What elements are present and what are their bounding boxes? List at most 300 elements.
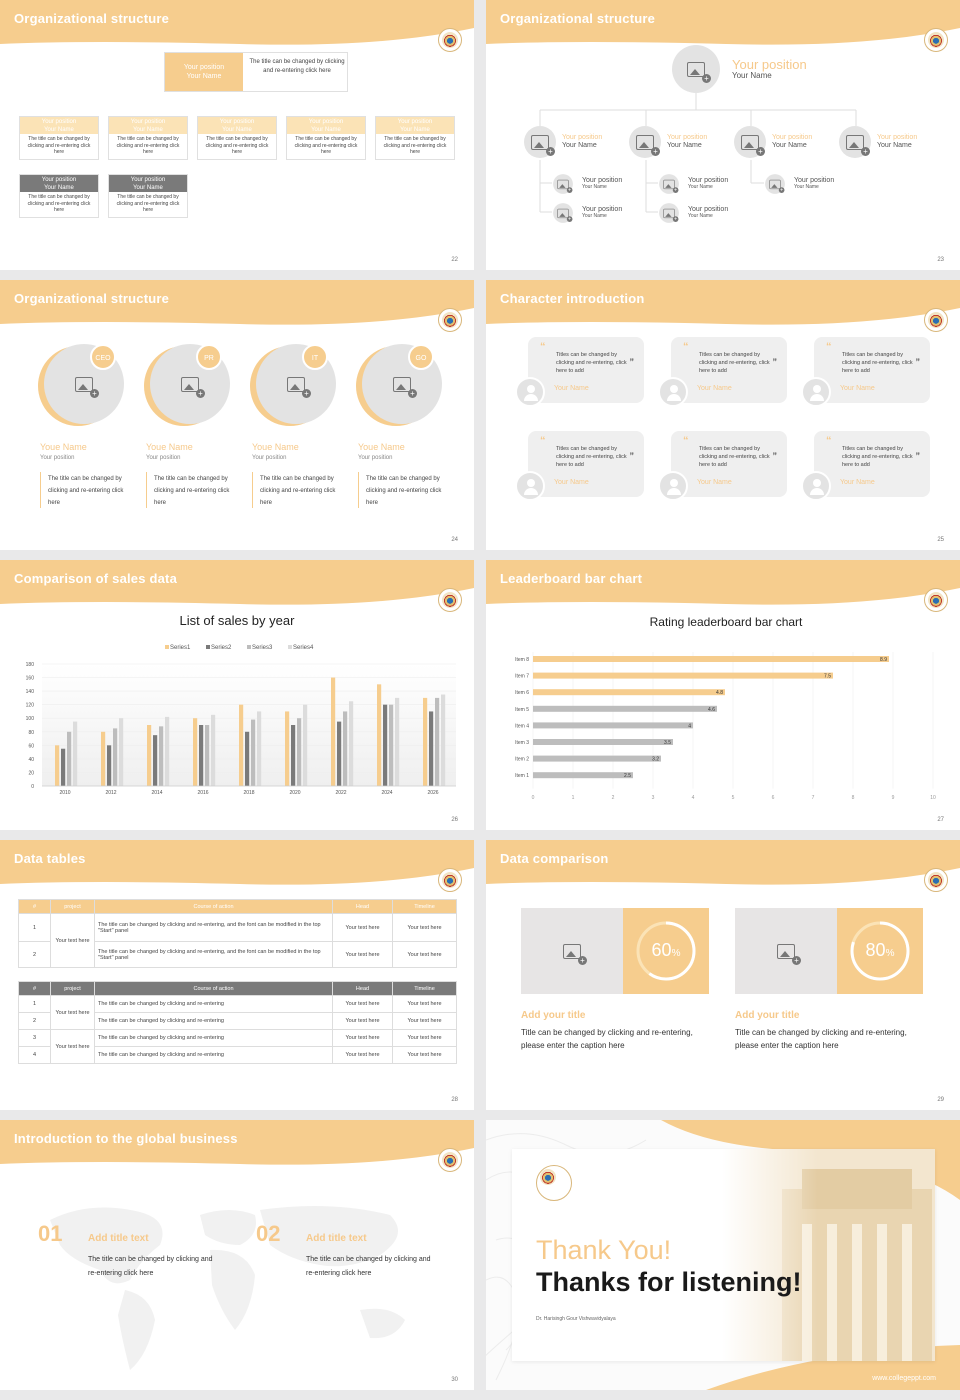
image-placeholder-icon xyxy=(687,62,705,77)
member-name: Your Name xyxy=(562,142,597,149)
slide-24[interactable] xyxy=(0,280,474,550)
bar xyxy=(159,726,163,786)
org-box-text: The title can be changed by clicking and re-entering click here xyxy=(116,194,180,213)
image-placeholder[interactable] xyxy=(521,908,623,994)
col-header: Head xyxy=(333,982,393,996)
slide-header xyxy=(486,840,960,900)
member-text xyxy=(688,206,728,220)
person-position: Your position xyxy=(146,455,181,461)
cell: Your text here xyxy=(51,914,95,968)
item-text: The title can be changed by clicking and re-entering click here xyxy=(306,1256,431,1277)
col-header: project xyxy=(51,900,95,914)
member-text xyxy=(772,134,812,150)
bar xyxy=(239,705,243,786)
org-box-name: Your Name xyxy=(311,127,341,133)
cell: Your text here xyxy=(393,1013,457,1030)
bar xyxy=(113,728,117,786)
y-tick-label: 160 xyxy=(25,675,34,682)
page-number: 29 xyxy=(937,1097,944,1103)
member-photo[interactable] xyxy=(765,174,785,194)
item-text: The title can be changed by clicking and re-entering click here xyxy=(88,1256,213,1277)
member-photo[interactable] xyxy=(553,203,573,223)
quote-card[interactable] xyxy=(814,337,930,403)
member-name: Your Name xyxy=(582,184,607,190)
close-quote-icon: ” xyxy=(772,357,777,367)
bar xyxy=(101,732,105,786)
page-number: 24 xyxy=(451,537,458,543)
data-label: 8.9 xyxy=(880,657,887,663)
org-box-position: Your position xyxy=(41,177,77,183)
site-url: www.collegeppt.com xyxy=(872,1375,936,1382)
table-header-row xyxy=(19,900,457,914)
close-quote-icon: ” xyxy=(629,357,634,367)
org-box-text: The title can be changed by clicking and re-entering click here xyxy=(205,136,269,155)
image-placeholder-icon xyxy=(531,135,549,150)
bar xyxy=(107,745,111,786)
col-header: # xyxy=(19,900,51,914)
legend-label: Series1 xyxy=(170,645,191,651)
quote-card[interactable] xyxy=(671,431,787,497)
x-tick-label: 2012 xyxy=(105,790,117,796)
divider xyxy=(252,472,253,508)
image-placeholder-icon xyxy=(663,208,674,217)
role-badge: PR xyxy=(196,344,222,370)
member-position: Your position xyxy=(667,134,708,141)
org-box-header xyxy=(109,175,187,192)
quote-author: Your Name xyxy=(697,385,732,392)
top-person-position: Your position xyxy=(732,57,807,72)
thanks-card xyxy=(512,1149,935,1361)
image-placeholder-icon xyxy=(393,377,411,392)
item-text: Title can be changed by clicking and re-entering, please enter the caption here xyxy=(735,1028,907,1050)
member-name: Your Name xyxy=(772,142,807,149)
slide-28[interactable] xyxy=(0,840,474,1110)
open-quote-icon: “ xyxy=(540,435,546,447)
cell: Your text here xyxy=(333,1030,393,1047)
bar xyxy=(303,705,307,786)
org-box-header xyxy=(376,117,454,134)
quote-card[interactable] xyxy=(671,337,787,403)
bar xyxy=(429,711,433,786)
member-photo[interactable] xyxy=(524,126,556,158)
university-logo xyxy=(924,868,948,892)
image-placeholder-icon xyxy=(769,179,780,188)
top-photo[interactable] xyxy=(672,45,720,93)
legend-swatch xyxy=(288,645,292,649)
x-tick-label: 2010 xyxy=(59,790,71,796)
university-seal xyxy=(536,1165,572,1201)
person-position: Your position xyxy=(252,455,287,461)
x-tick-label: 9 xyxy=(891,794,895,801)
person-name: Youe Name xyxy=(40,442,87,452)
top-box-name: Your Name xyxy=(186,73,222,80)
cell: The title can be changed by clicking and re-entering xyxy=(95,996,333,1013)
close-quote-icon: ” xyxy=(772,451,777,461)
cell: The title can be changed by clicking and re-entering xyxy=(95,1047,333,1064)
slide-title: Organizational structure xyxy=(14,11,170,26)
legend-label: Series4 xyxy=(293,645,314,651)
slide-title: Introduction to the global business xyxy=(14,1131,238,1146)
image-placeholder-icon xyxy=(75,377,93,392)
member-name: Your Name xyxy=(667,142,702,149)
member-position: Your position xyxy=(688,206,729,213)
bar xyxy=(533,656,889,662)
org-box-position: Your position xyxy=(130,177,166,183)
member-position: Your position xyxy=(562,134,603,141)
page-number: 28 xyxy=(451,1097,458,1103)
person-text: The title can be changed by clicking and re-entering click here xyxy=(154,476,230,506)
page-number: 23 xyxy=(937,257,944,263)
page-number: 30 xyxy=(451,1377,458,1383)
y-tick-label: Item 2 xyxy=(515,756,529,763)
person-text: The title can be changed by clicking and re-entering click here xyxy=(366,476,442,506)
page-number: 27 xyxy=(937,817,944,823)
cell: Your text here xyxy=(393,996,457,1013)
org-box-header xyxy=(20,117,98,134)
avatar-icon xyxy=(515,471,545,501)
col-header: Course of action xyxy=(95,982,333,996)
bar xyxy=(383,705,387,786)
quote-card[interactable] xyxy=(528,431,644,497)
university-logo xyxy=(438,28,462,52)
bar xyxy=(193,718,197,786)
slide-title: Leaderboard bar chart xyxy=(500,571,643,586)
y-tick-label: 140 xyxy=(25,689,34,696)
person-text: The title can be changed by clicking and re-entering click here xyxy=(48,476,124,506)
slide-title: Organizational structure xyxy=(500,11,656,26)
table-row xyxy=(19,996,457,1013)
quote-text: Titles can be changed by clicking and re-entering, click here to add xyxy=(699,352,770,374)
bar xyxy=(257,711,261,786)
y-tick-label: Item 7 xyxy=(515,673,529,680)
page-number: 25 xyxy=(937,537,944,543)
bar xyxy=(377,684,381,786)
bar xyxy=(297,718,301,786)
member-text xyxy=(877,134,917,150)
quote-card[interactable] xyxy=(814,431,930,497)
university-logo xyxy=(438,868,462,892)
org-box-text: The title can be changed by clicking and re-entering click here xyxy=(294,136,358,155)
y-tick-label: Item 8 xyxy=(515,657,529,663)
divider xyxy=(146,472,147,508)
chart-title: List of sales by year xyxy=(179,613,295,628)
quote-text: Titles can be changed by clicking and re-entering, click here to add xyxy=(842,446,913,468)
y-tick-label: Item 5 xyxy=(515,706,529,713)
data-label: 4.8 xyxy=(716,690,723,697)
x-tick-label: 2024 xyxy=(381,790,393,796)
y-tick-label: Item 3 xyxy=(515,740,529,746)
col-header: Course of action xyxy=(95,900,333,914)
member-name: Your Name xyxy=(688,213,713,219)
person-position: Your position xyxy=(40,455,75,461)
avatar-icon xyxy=(515,377,545,407)
chart-title: Rating leaderboard bar chart xyxy=(649,615,803,629)
item-text: Title can be changed by clicking and re-entering, please enter the caption here xyxy=(521,1028,693,1050)
bar xyxy=(147,725,151,786)
image-placeholder-icon xyxy=(557,179,568,188)
x-tick-label: 6 xyxy=(771,794,775,801)
y-tick-label: Item 1 xyxy=(515,773,529,780)
legend-swatch xyxy=(247,645,251,649)
page-number: 26 xyxy=(451,817,458,823)
data-table-2 xyxy=(18,981,457,1064)
open-quote-icon: “ xyxy=(683,341,689,353)
role-badge: GO xyxy=(408,344,434,370)
cell: The title can be changed by clicking and re-entering xyxy=(95,1030,333,1047)
y-tick-label: 120 xyxy=(25,702,34,709)
x-tick-label: 2014 xyxy=(151,790,163,796)
cell: Your text here xyxy=(393,1047,457,1064)
cell: Your text here xyxy=(393,942,457,968)
avatar-icon xyxy=(658,377,688,407)
cell: Your text here xyxy=(333,1047,393,1064)
x-tick-label: 10 xyxy=(930,794,936,801)
x-tick-label: 8 xyxy=(851,794,855,801)
bar xyxy=(291,725,295,786)
table-header-row xyxy=(19,982,457,996)
data-table-1 xyxy=(18,899,457,968)
top-org-box xyxy=(164,52,348,92)
legend-label: Series3 xyxy=(252,645,273,651)
legend-swatch xyxy=(206,645,210,649)
person-name: Youe Name xyxy=(146,442,193,452)
open-quote-icon: “ xyxy=(826,435,832,447)
y-tick-label: 40 xyxy=(28,756,34,763)
divider xyxy=(40,472,41,508)
role-badge: IT xyxy=(302,344,328,370)
cell: Your text here xyxy=(51,1030,95,1064)
bar xyxy=(533,689,725,695)
member-photo[interactable] xyxy=(734,126,766,158)
data-label: 3.2 xyxy=(652,756,659,763)
bar xyxy=(423,698,427,786)
thanks-listening-heading: Thanks for listening! xyxy=(536,1267,802,1297)
slide-header xyxy=(0,280,474,340)
slide-header xyxy=(0,1120,474,1180)
cell: 3 xyxy=(19,1030,51,1047)
bar xyxy=(533,756,661,762)
close-quote-icon: ” xyxy=(915,451,920,461)
quote-text: Titles can be changed by clicking and re-entering, click here to add xyxy=(842,352,913,374)
x-tick-label: 7 xyxy=(811,794,815,801)
image-placeholder-icon xyxy=(557,208,568,217)
y-tick-label: Item 4 xyxy=(515,723,529,730)
legend-label: Series2 xyxy=(211,645,232,651)
bar xyxy=(343,711,347,786)
slide-22[interactable] xyxy=(0,0,474,270)
org-box xyxy=(197,116,277,160)
y-tick-label: 60 xyxy=(28,743,34,750)
bar xyxy=(55,745,59,786)
x-tick-label: 4 xyxy=(691,794,695,801)
cell: Your text here xyxy=(333,914,393,942)
item-title: Add your title xyxy=(521,1010,586,1021)
bar xyxy=(533,673,833,679)
x-tick-label: 2020 xyxy=(289,790,301,796)
y-tick-label: 0 xyxy=(31,784,34,790)
percent-panel xyxy=(837,908,923,994)
world-map-graphic xyxy=(30,1190,450,1380)
member-photo[interactable] xyxy=(553,174,573,194)
image-placeholder-icon xyxy=(663,179,674,188)
member-photo[interactable] xyxy=(629,126,661,158)
org-box-text: The title can be changed by clicking and re-entering click here xyxy=(116,136,180,155)
building-photo xyxy=(722,1149,935,1361)
col-header: Timeline xyxy=(393,900,457,914)
divider xyxy=(358,472,359,508)
member-photo[interactable] xyxy=(659,203,679,223)
bar xyxy=(251,720,255,786)
person-text: The title can be changed by clicking and re-entering click here xyxy=(260,476,336,506)
percent-sign: % xyxy=(671,948,681,959)
cell: Your text here xyxy=(333,1013,393,1030)
bar xyxy=(533,706,717,712)
sales-bar-chart xyxy=(0,560,474,830)
member-position: Your position xyxy=(877,134,918,141)
slide-29[interactable] xyxy=(486,840,960,1110)
slide-23[interactable] xyxy=(486,0,960,270)
top-person-name: Your Name xyxy=(732,71,772,80)
quote-author: Your Name xyxy=(697,479,732,486)
open-quote-icon: “ xyxy=(540,341,546,353)
quote-text: Titles can be changed by clicking and re-entering, click here to add xyxy=(556,352,627,374)
cell: 2 xyxy=(19,942,51,968)
org-box xyxy=(19,116,99,160)
top-box-text: The title can be changed by clicking and re-entering click here xyxy=(249,59,345,74)
member-text xyxy=(582,206,622,220)
quote-card[interactable] xyxy=(528,337,644,403)
member-position: Your position xyxy=(582,177,623,184)
member-name: Your Name xyxy=(794,184,819,190)
bar xyxy=(119,718,123,786)
slide-title: Data tables xyxy=(14,851,86,866)
org-box-name: Your Name xyxy=(400,127,430,133)
slide-header xyxy=(486,280,960,340)
member-photo[interactable] xyxy=(839,126,871,158)
data-label: 3.5 xyxy=(664,740,671,746)
slide-26[interactable] xyxy=(0,560,474,830)
y-tick-label: 20 xyxy=(28,770,34,777)
image-placeholder-icon xyxy=(846,135,864,150)
quote-author: Your Name xyxy=(554,479,589,486)
member-position: Your position xyxy=(794,177,835,184)
image-placeholder-icon xyxy=(741,135,759,150)
top-box-position: Your position xyxy=(183,64,225,71)
org-box-header xyxy=(20,175,98,192)
image-placeholder-icon xyxy=(287,377,305,392)
cell: 1 xyxy=(19,996,51,1013)
cell: Your text here xyxy=(333,942,393,968)
bar xyxy=(331,678,335,786)
bar xyxy=(165,717,169,786)
col-header: project xyxy=(51,982,95,996)
col-header: Timeline xyxy=(393,982,457,996)
bar xyxy=(533,772,633,778)
university-logo xyxy=(438,1148,462,1172)
x-tick-label: 0 xyxy=(531,794,535,801)
page-number: 22 xyxy=(451,257,458,263)
bar xyxy=(211,715,215,786)
org-box-position: Your position xyxy=(41,119,77,125)
quote-author: Your Name xyxy=(840,385,875,392)
image-placeholder-icon xyxy=(636,135,654,150)
person-position: Your position xyxy=(358,455,393,461)
member-text xyxy=(582,177,622,191)
slide-25[interactable] xyxy=(486,280,960,550)
quote-author: Your Name xyxy=(554,385,589,392)
member-position: Your position xyxy=(688,177,729,184)
org-box-position: Your position xyxy=(308,119,344,125)
bar xyxy=(153,735,157,786)
member-photo[interactable] xyxy=(659,174,679,194)
x-tick-label: 5 xyxy=(731,794,735,801)
bar xyxy=(533,722,693,728)
member-name: Your Name xyxy=(582,213,607,219)
org-box-name: Your Name xyxy=(44,127,74,133)
bar xyxy=(349,701,353,786)
org-box-position: Your position xyxy=(219,119,255,125)
org-box-text: The title can be changed by clicking and re-entering click here xyxy=(27,136,91,155)
quote-author: Your Name xyxy=(840,479,875,486)
slide-title: Comparison of sales data xyxy=(14,571,178,586)
cell: Your text here xyxy=(393,914,457,942)
slide-30[interactable] xyxy=(0,1120,474,1390)
avatar-icon xyxy=(801,377,831,407)
x-tick-label: 2016 xyxy=(197,790,209,796)
role-badge: CEO xyxy=(90,344,116,370)
member-position: Your position xyxy=(582,206,623,213)
open-quote-icon: “ xyxy=(683,435,689,447)
member-text xyxy=(667,134,707,150)
col-header: Head xyxy=(333,900,393,914)
y-tick-label: 80 xyxy=(28,729,34,736)
x-tick-label: 2 xyxy=(611,794,615,801)
quote-text: Titles can be changed by clicking and re-entering, click here to add xyxy=(556,446,627,468)
bar xyxy=(389,705,393,786)
data-label: 4.6 xyxy=(708,706,715,713)
data-label: 2.5 xyxy=(624,773,631,780)
bar xyxy=(435,698,439,786)
slide-header xyxy=(0,0,474,60)
member-text xyxy=(562,134,602,150)
org-box-position: Your position xyxy=(397,119,433,125)
bar xyxy=(395,698,399,786)
bar xyxy=(67,732,71,786)
org-box xyxy=(108,174,188,218)
cell: 1 xyxy=(19,914,51,942)
image-placeholder[interactable] xyxy=(735,908,837,994)
x-tick-label: 3 xyxy=(651,794,655,801)
data-label: 7.5 xyxy=(824,673,831,680)
org-box-name: Your Name xyxy=(222,127,252,133)
org-box-position: Your position xyxy=(130,119,166,125)
thank-you-heading: Thank You! xyxy=(536,1235,672,1265)
org-box xyxy=(375,116,455,160)
image-placeholder-icon xyxy=(777,944,795,959)
quote-text: Titles can be changed by clicking and re-entering, click here to add xyxy=(699,446,770,468)
org-box-header xyxy=(198,117,276,134)
person-name: Youe Name xyxy=(252,442,299,452)
person-name: Youe Name xyxy=(358,442,405,452)
item-title: Add title text xyxy=(88,1233,149,1244)
percent-label xyxy=(623,940,709,961)
close-quote-icon: ” xyxy=(629,451,634,461)
slide-header xyxy=(0,840,474,900)
member-text xyxy=(688,177,728,191)
slide-27[interactable] xyxy=(486,560,960,830)
item-number: 01 xyxy=(38,1221,63,1246)
slide-thanks[interactable] xyxy=(486,1120,960,1390)
